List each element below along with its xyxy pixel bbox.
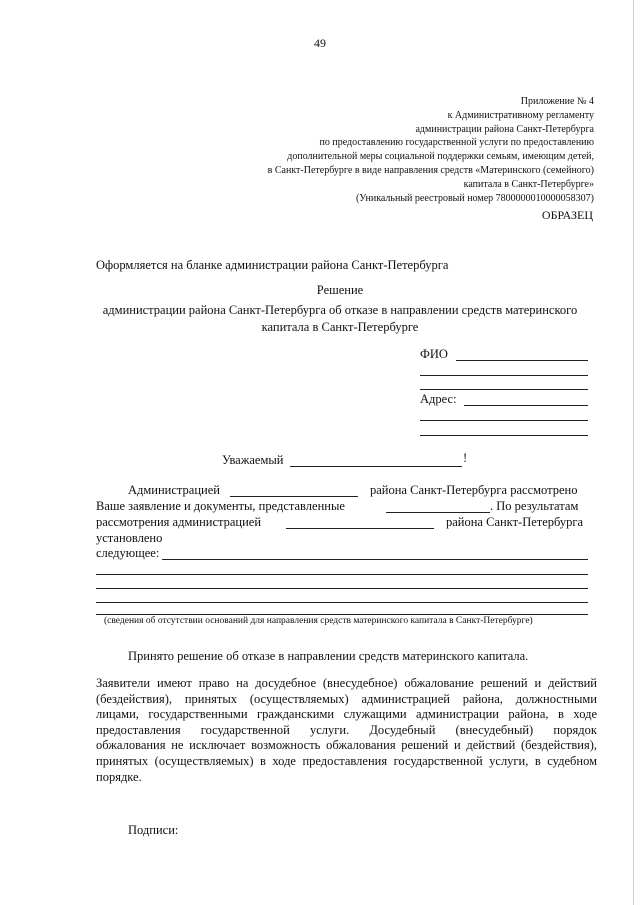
- findings-caption: (сведения об отсутствии оснований для направления средств материнского капитала в Санкт-Петербурге): [104, 616, 533, 626]
- body-text: района Санкт-Петербурга рассмотрено: [370, 483, 578, 497]
- decision-subtitle: администрации района Санкт-Петербурга об отказе в направлении средств материнского: [102, 303, 578, 317]
- submission-date-line[interactable]: [386, 512, 490, 513]
- body-text: Ваше заявление и документы, представленные: [96, 499, 345, 513]
- body-text: следующее:: [96, 546, 160, 560]
- body-text: . По результатам: [490, 499, 579, 513]
- greeting-name-line[interactable]: [290, 466, 462, 467]
- appeal-paragraph: [96, 676, 597, 785]
- body-text: района Санкт-Петербурга: [446, 515, 584, 529]
- findings-line-4[interactable]: [96, 602, 588, 603]
- appendix-header: [268, 95, 594, 205]
- administration-name-line[interactable]: [230, 496, 358, 497]
- findings-line-5[interactable]: [96, 614, 588, 615]
- findings-line-2[interactable]: [96, 574, 588, 575]
- fio-field-line[interactable]: [456, 360, 588, 361]
- fio-label: ФИО: [420, 347, 448, 361]
- fio-field-line-2[interactable]: [420, 375, 588, 376]
- body-text: Администрацией: [128, 483, 220, 497]
- appeal-line: предоставления государственной услуги. Досудебный (внесудебный) порядок: [96, 722, 597, 737]
- appeal-line: принятых (осуществляемых) в ходе предоставления государственной услуги, в судебном: [96, 753, 597, 768]
- page-edge-scan-line: [633, 0, 634, 905]
- findings-line-3[interactable]: [96, 588, 588, 589]
- sample-label: ОБРАЗЕЦ: [541, 208, 593, 222]
- appendix-line: по предоставлению государственной услуги по предоставлению: [319, 137, 594, 149]
- appendix-line: дополнительной меры социальной поддержки семьям, имеющим детей,: [287, 151, 594, 163]
- fio-field-line-3[interactable]: [420, 389, 588, 390]
- administration-name-line-2[interactable]: [286, 528, 434, 529]
- appendix-line: к Административному регламенту: [447, 109, 594, 121]
- appendix-line: в Санкт-Петербурге в виде направления средств «Материнского (семейного): [267, 164, 594, 176]
- appendix-line: капитала в Санкт-Петербурге»: [463, 178, 594, 190]
- decision-statement: Принято решение об отказе в направлении средств материнского капитала.: [128, 649, 529, 663]
- findings-line[interactable]: [162, 559, 588, 560]
- blank-note: Оформляется на бланке администрации района Санкт-Петербурга: [96, 258, 449, 272]
- decision-subtitle-cont: капитала в Санкт-Петербурге: [261, 320, 419, 334]
- address-label: Адрес:: [420, 392, 457, 406]
- appeal-line: лицами, государственными гражданскими служащими администрации района, в ходе: [96, 707, 597, 722]
- appendix-line: (Уникальный реестровый номер 7800000010000058307): [355, 192, 594, 204]
- page-number: 49: [314, 36, 326, 50]
- body-text: рассмотрения администрацией: [96, 515, 262, 529]
- appeal-line: обжалования не исключает возможность обжалования решений и действий (бездействия),: [96, 738, 597, 753]
- address-field-line[interactable]: [464, 405, 588, 406]
- address-field-line-2[interactable]: [420, 420, 588, 421]
- appeal-line: (бездействия), принятых (осуществляемых) администрацией района, должностными: [96, 691, 597, 706]
- body-text: установлено: [96, 531, 163, 545]
- greeting-exclamation: !: [463, 451, 468, 465]
- appendix-line: администрации района Санкт-Петербурга: [415, 123, 594, 135]
- appeal-line: порядке.: [96, 769, 142, 784]
- appeal-line: Заявители имеют право на досудебное (внесудебное) обжалование решений и действий: [96, 676, 597, 690]
- signatures-label: Подписи:: [128, 823, 179, 837]
- address-field-line-3[interactable]: [420, 435, 588, 436]
- greeting-label: Уважаемый: [222, 453, 284, 467]
- appendix-line: Приложение № 4: [520, 96, 594, 107]
- decision-title: Решение: [316, 283, 364, 297]
